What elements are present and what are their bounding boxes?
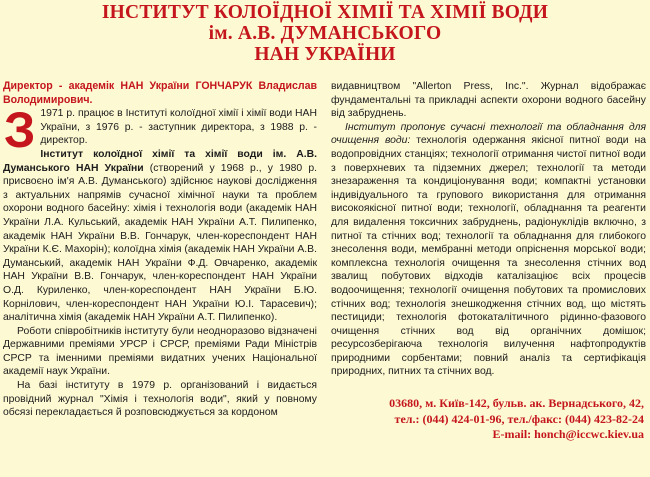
awards-paragraph: Роботи співробітників інституту були неодноразово відзначені Державними преміями УРСР і СРСР, преміями Ради Міністрів СРСР та іменними преміями видатних учених Національної академії наук України. xyxy=(3,325,317,378)
technologies-text: технологія одержання якісної питної води на водопровідних станціях; технології отримання чистої питної води з поверхневих та підземних джерел; технології та методи знезараження та кондиціонування води; компактні установки індивідуального та групового використання для отримання високоякісної питної води; технології, обладнання та реагенти для видалення токсичних забруднень, радіонуклідів включно, з питної та стічних вод; технології та обладнання для глибокого знесолення води, мембранні методи опріснення морської води; комплексна технологія очищення та знесолення стічних вод звалищ побутових відходів каталізаціює всіх процесів водоочищення; технології очищення побутових та промислових стічних вод; технологія знешкодження стічних вод, що містять пестициди; технологія фотокаталітичного рідинно-фазового очищення стічних вод від органічних домішок; ресурсозберігаюча технологія вилучення нафтопродуктів природними сорбентами; повний аналіз та сертифікація природних, питних та стічних вод. xyxy=(331,135,646,378)
institute-paragraph xyxy=(3,148,317,325)
title-line-3: НАН УКРАЇНИ xyxy=(254,44,396,65)
journal-paragraph: На базі інституту в 1979 р. організований і видається провідний журнал "Хімія і технологія води", який у повному обсязі перекладається й розповсюджується за кордоном xyxy=(3,380,317,419)
right-column xyxy=(331,80,646,379)
email-address[interactable]: E-mail: honch@iccwc.kiev.ua xyxy=(492,427,644,441)
journal-continued: видавництвом "Allerton Press, Inc.". Журнал відображає фундаментальні та прикладні аспекти охорони водного басейну від забруднень. xyxy=(331,81,646,120)
page-title xyxy=(0,2,650,65)
technologies-paragraph xyxy=(331,121,646,379)
contact-block xyxy=(389,396,644,443)
title-line-1: ІНСТИТУТ КОЛОЇДНОЇ ХІМІЇ ТА ХІМІЇ ВОДИ xyxy=(101,2,549,23)
institute-name: Інститут колоїдної хімії та хімії води ім. А.В. Думанського НАН України xyxy=(3,148,317,174)
postal-address: 03680, м. Київ-142, бульв. ак. Вернадського, 42, xyxy=(389,396,644,410)
drop-cap: З xyxy=(4,102,36,159)
title-line-2: ім. А.В. ДУМАНСЬКОГО xyxy=(208,23,442,44)
technologies-lead: Інститут пропонує сучасні технології та обладнання для очищення води: xyxy=(331,121,646,147)
bio-text: 1971 р. працює в Інституті колоїдної хімії і хімії води НАН України, з 1976 р. - заступник директора, з 1988 р. - директор. xyxy=(40,108,317,147)
director-line: Директор - академік НАН України ГОНЧАРУК Владислав Володимирович. xyxy=(3,80,317,106)
institute-text: (створений у 1968 р., у 1980 р. присвоєно ім'я А.В. Думанського) здійснює наукові дослідження з актуальних напрямів сучасної хімічної науки та проблем охорони водного басейну: хімія і технологія води (академік НАН України Л.А. Кульський, академік НАН України А.Т. Пилипенко, академік НАН України В.В. Гончарук, член-кореспондент НАН України К.Є. Махорін); колоїдна хімія (академік НАН України А.В. Думанський, академік НАН України Ф.Д. Овчаренко, академік НАН України В.В. Гончарук, член-кореспондент НАН України О.Д. Куриленко, член-кореспондент НАН України Б.Ю. Корнілович, член-кореспондент НАН України Ю.І. Тарасевич); аналітична хімія (академік НАН України А.Т. Пилипенко). xyxy=(3,162,317,324)
left-column xyxy=(3,80,317,420)
phone-fax: тел.: (044) 424-01-96, тел./факс: (044) 423-82-24 xyxy=(394,411,644,426)
bio-paragraph xyxy=(3,102,317,159)
